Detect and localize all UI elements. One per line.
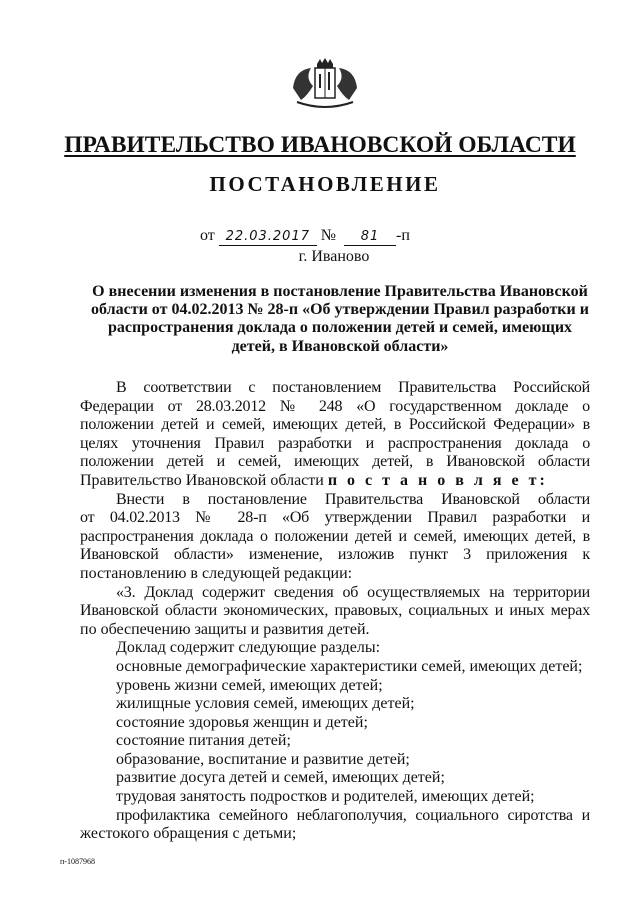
text-line: Федерации от 28.03.2012 № 248 «О государственном докладе о <box>80 397 590 415</box>
text-line: трудовая занятость подростков и родителей, имеющих детей; <box>116 788 535 806</box>
document-type: ПОСТАНОВЛЕНИЕ <box>209 172 441 196</box>
government-name: ПРАВИТЕЛЬСТВО ИВАНОВСКОЙ ОБЛАСТИ <box>64 132 576 158</box>
text-line: Ивановской области» изменение, изложив пункт 3 приложения к <box>80 546 590 564</box>
text-line: образование, воспитание и развитие детей; <box>116 750 410 768</box>
text-line: жестокого обращения с детьми; <box>80 825 297 843</box>
text-line: распространения доклада о положении детей и семей, имеющих детей, в <box>80 527 590 545</box>
date-number-line: от 22.03.2017 № 81 -п <box>200 227 410 244</box>
text-line: целях уточнения Правил разработки и распространения доклада о <box>80 434 590 452</box>
coat-of-arms-icon <box>289 58 361 110</box>
text-line: профилактика семейного неблагополучия, социального сиротства и <box>116 806 590 824</box>
text-line: постановлению в следующей редакции: <box>80 564 353 582</box>
text-line: развитие досуга детей и семей, имеющих детей; <box>116 769 445 787</box>
document-body <box>80 379 590 844</box>
document-number: 81 <box>344 229 396 246</box>
document-code: п-1087968 <box>60 857 95 866</box>
text-line: «3. Доклад содержит сведения об осуществляемых на территории <box>116 583 590 601</box>
text-line: состояние здоровья женщин и детей; <box>116 713 368 731</box>
text-line: положении детей и семей, имеющих детей, в Ивановской области <box>80 453 590 471</box>
text-line: жилищные условия семей, имеющих детей; <box>116 695 415 713</box>
text-line: В соответствии с постановлением Правительства Российской <box>116 379 590 396</box>
text-line: Внести в постановление Правительства Ивановской области <box>116 490 590 508</box>
document-heading: О внесении изменения в постановление Правительства Ивановской области от 04.02.2013 № 28-п «Об утверждении Правил разработки и распространения доклада о положении детей и семей, имеющих детей, в Ивановской области» <box>91 283 589 355</box>
text-line: основные демографические характеристики семей, имеющих детей; <box>116 657 583 675</box>
text-line: положении детей и семей, имеющих детей, в Российской Федерации» в <box>80 416 590 434</box>
text-line: Ивановской области экономических, правовых, социальных и иных мерах <box>80 602 590 620</box>
resolves-keyword: п о с т а н о в л я е т: <box>327 471 548 489</box>
document-date: 22.03.2017 <box>219 229 317 246</box>
text-line: Правительство Ивановской области п о с т а н о в л я е т: <box>80 471 548 489</box>
text-line: по обеспечению защиты и развития детей. <box>80 620 370 638</box>
text-line: Доклад содержит следующие разделы: <box>116 639 381 657</box>
city: г. Иваново <box>298 248 370 265</box>
text-line: состояние питания детей; <box>116 732 291 750</box>
text-line: от 04.02.2013 № 28-п «Об утверждении Правил разработки и <box>80 509 590 527</box>
text-line: уровень жизни семей, имеющих детей; <box>116 676 383 694</box>
